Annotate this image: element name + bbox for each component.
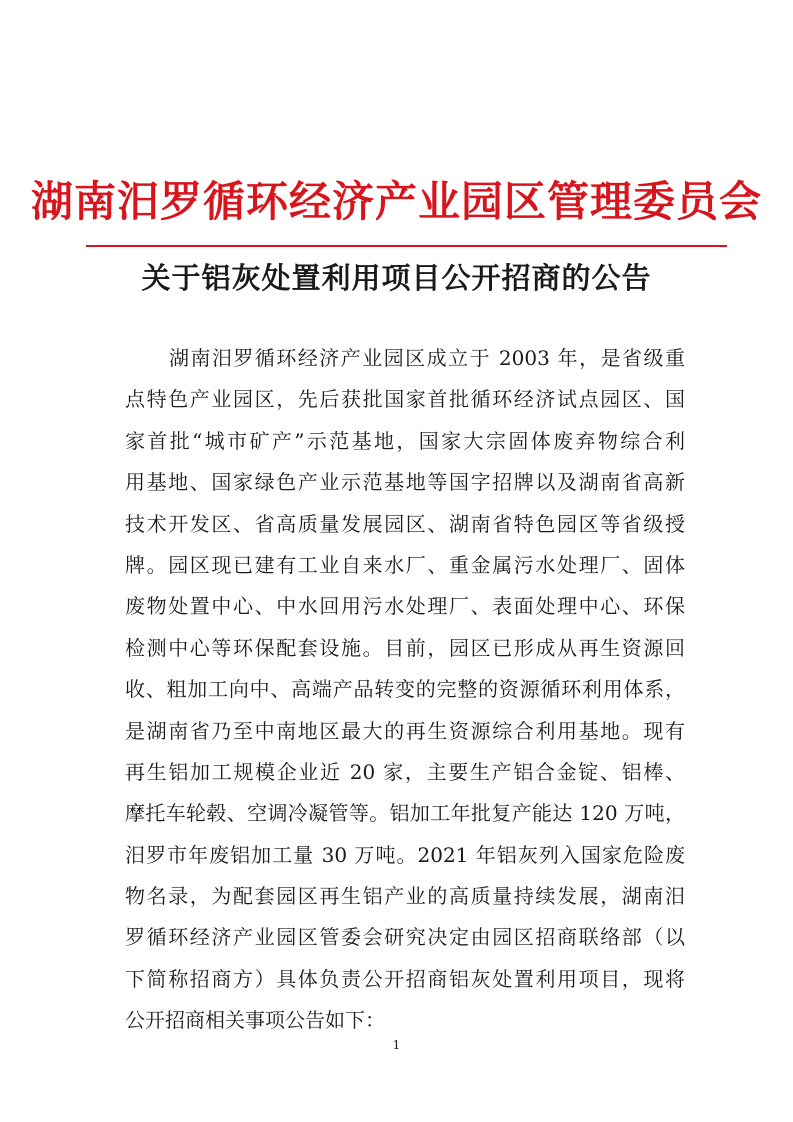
paragraph-line: 牌。园区现已建有工业自来水厂、重金属污水处理厂、固体 bbox=[125, 552, 685, 577]
document-title: 关于铝灰处置利用项目公开招商的公告 bbox=[141, 261, 652, 295]
paragraph-line: 湖南汨罗循环经济产业园区成立于 2003 年，是省级重 bbox=[169, 346, 685, 370]
red-divider-line bbox=[86, 245, 727, 247]
paragraph-line: 公开招商相关事项公告如下： bbox=[125, 1008, 385, 1033]
paragraph-line: 下简称招商方）具体负责公开招商铝灰处置利用项目，现将 bbox=[125, 966, 685, 991]
paragraph-line: 检测中心等环保配套设施。目前，园区已形成从再生资源回 bbox=[125, 635, 685, 660]
paragraph-line: 是湖南省乃至中南地区最大的再生资源综合利用基地。现有 bbox=[125, 718, 685, 743]
organization-header: 湖南汨罗循环经济产业园区管理委员会 bbox=[30, 177, 762, 226]
paragraph-line: 再生铝加工规模企业近 20 家，主要生产铝合金锭、铝棒、 bbox=[125, 759, 685, 784]
paragraph-line: 家首批“城市矿产”示范基地，国家大宗固体废弃物综合利 bbox=[125, 428, 685, 453]
paragraph-line: 点特色产业园区，先后获批国家首批循环经济试点园区、国 bbox=[125, 387, 685, 412]
paragraph-line: 技术开发区、省高质量发展园区、湖南省特色园区等省级授 bbox=[125, 511, 685, 536]
body-paragraph bbox=[125, 338, 685, 1042]
paragraph-line: 物名录，为配套园区再生铝产业的高质量持续发展，湖南汨 bbox=[125, 884, 685, 909]
page-number: 1 bbox=[392, 1038, 401, 1052]
paragraph-line: 废物处置中心、中水回用污水处理厂、表面处理中心、环保 bbox=[125, 594, 685, 619]
paragraph-line: 收、粗加工向中、高端产品转变的完整的资源循环利用体系， bbox=[125, 677, 685, 702]
paragraph-line: 用基地、国家绿色产业示范基地等国字招牌以及湖南省高新 bbox=[125, 470, 685, 495]
paragraph-line: 摩托车轮毂、空调冷凝管等。铝加工年批复产能达 120 万吨， bbox=[125, 801, 685, 826]
paragraph-line: 汨罗市年废铝加工量 30 万吨。2021 年铝灰列入国家危险废 bbox=[125, 842, 685, 867]
paragraph-line: 罗循环经济产业园区管委会研究决定由园区招商联络部（以 bbox=[125, 925, 685, 950]
